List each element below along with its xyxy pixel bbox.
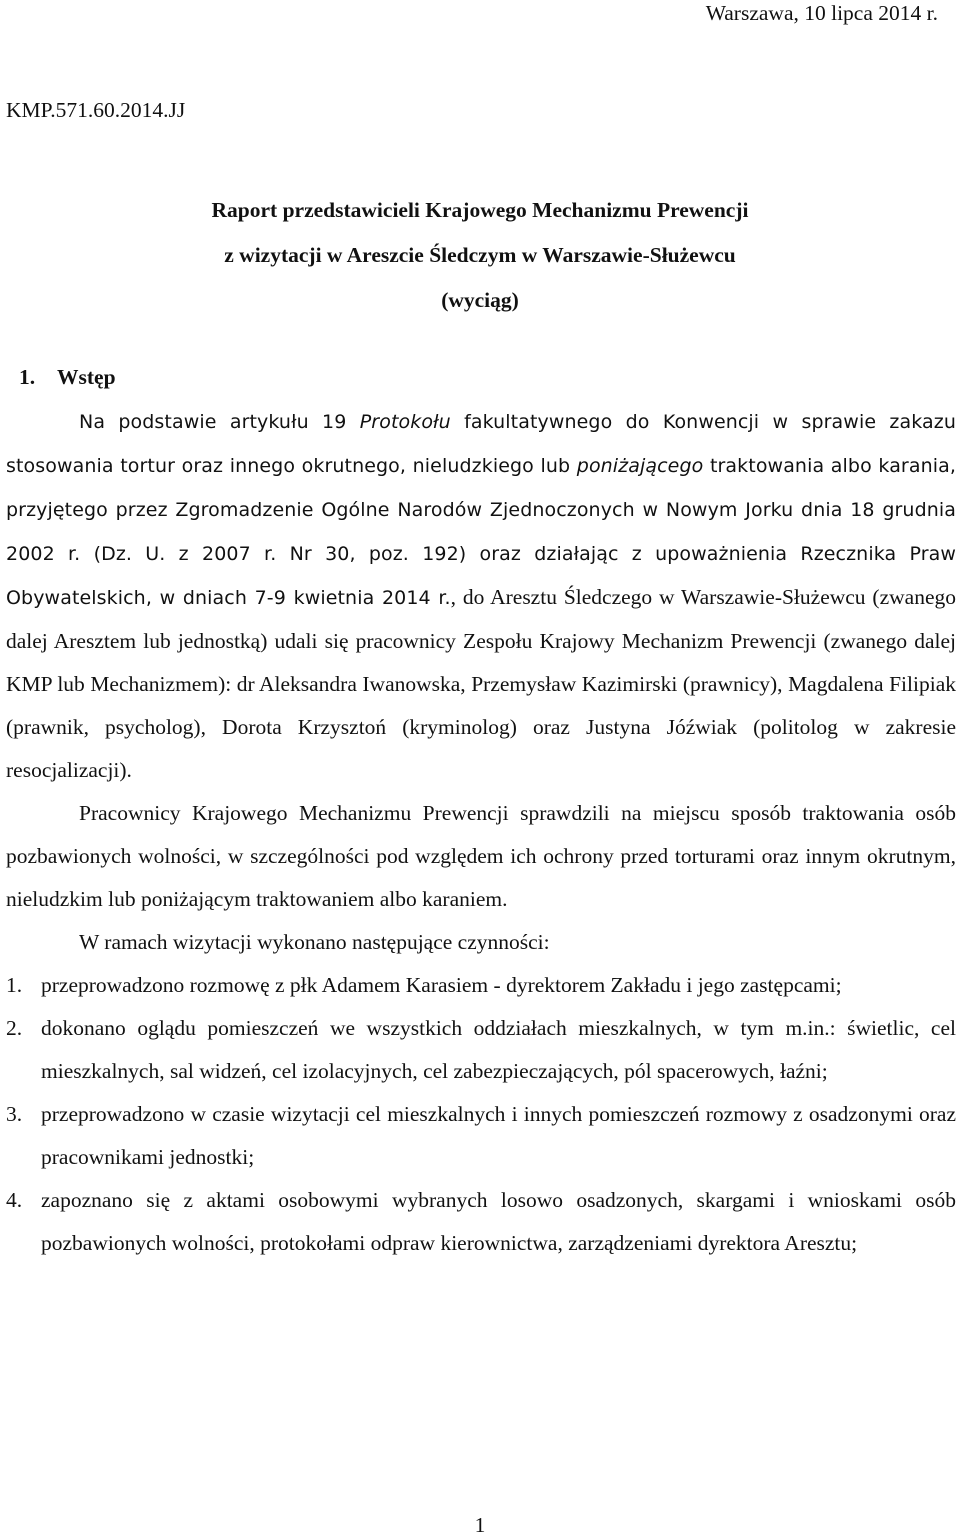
legal-basis-text-f: , do Aresztu Śledczego w Warszawie-Służewcu (zwanego dalej Aresztem lub jednostką) udali się pracownicy Zespołu Krajowy Mechanizm Prewencji (zwanego dalej KMP lub Mechanizmem): dr Aleksandra Iwanowska, Przemysław Kazimirski (prawnicy), Magdalena Filipiak (prawnik, psycholog), Dorota Krzysztoń (kryminolog) oraz Justyna Jóźwiak (politolog w zakresie resocjalizacji). (6, 585, 956, 782)
report-title-line-2: z wizytacji w Areszcie Śledczym w Warszawie-Służewcu (224, 243, 736, 267)
legal-basis-text-a: Na podstawie artykułu 19 (79, 411, 360, 433)
report-title-line-1: Raport przedstawicieli Krajowego Mechanizmu Prewencji (211, 198, 749, 222)
list-item (6, 1179, 956, 1265)
list-item-number: 1. (6, 973, 23, 997)
report-title-line-3: (wyciąg) (441, 288, 519, 312)
list-item-text: dokonano oglądu pomieszczeń we wszystkich oddziałach mieszkalnych, w tym m.in.: świetlic, cel mieszkalnych, sal widzeń, cel izolacyjnych, cel zabezpieczających, pól spacerowych, łaźni; (41, 1016, 956, 1083)
section-number: 1. (19, 365, 36, 389)
list-item (6, 1007, 956, 1093)
document-date: Warszawa, 10 lipca 2014 r. (705, 1, 938, 25)
reference-number: KMP.571.60.2014.JJ (6, 98, 186, 122)
legal-basis-text-c: fakultatywnego do Konwencji w sprawie zakazu stosowania tortur oraz innego okrutnego, nieludzkiego lub (6, 411, 956, 477)
legal-basis-italic-protocol: Protokołu (359, 411, 451, 433)
document-body (6, 400, 956, 1265)
list-item (6, 964, 956, 1007)
activities-list (6, 964, 956, 1265)
report-title (0, 188, 960, 323)
section-heading (19, 362, 116, 392)
paragraph-inspection-scope: Pracownicy Krajowego Mechanizmu Prewencji sprawdzili na miejscu sposób traktowania osób pozbawionych wolności, w szczególności pod względem ich ochrony przed torturami oraz innym okrutnym, nieludzkim lub poniżającym traktowaniem albo karaniem. (6, 801, 956, 911)
legal-basis-italic-degrading: poniżającego (576, 455, 704, 477)
legal-basis-text-e: traktowania albo karania, przyjętego przez Zgromadzenie Ogólne Narodów Zjednoczonych w Nowym Jorku dnia 18 grudnia 2002 r. (Dz. U. z 2007 r. Nr 30, poz. 192) oraz działając z upoważnienia Rzecznika Praw Obywatelskich, w dniach 7-9 kwietnia 2014 r. (6, 455, 956, 609)
list-item-text: przeprowadzono rozmowę z płk Adamem Karasiem - dyrektorem Zakładu i jego zastępcami; (41, 973, 842, 997)
page-number: 1 (474, 1513, 486, 1537)
list-item-number: 3. (6, 1102, 23, 1126)
section-title: Wstęp (57, 365, 116, 389)
paragraph-activities-intro: W ramach wizytacji wykonano następujące czynności: (79, 930, 550, 954)
list-item-text: przeprowadzono w czasie wizytacji cel mieszkalnych i innych pomieszczeń rozmowy z osadzonymi oraz pracownikami jednostki; (41, 1102, 956, 1169)
paragraph-legal-basis (6, 400, 956, 792)
list-item-text: zapoznano się z aktami osobowymi wybranych losowo osadzonych, skargami i wnioskami osób pozbawionych wolności, protokołami odpraw kierownictwa, zarządzeniami dyrektora Aresztu; (41, 1188, 956, 1255)
list-item-number: 2. (6, 1016, 23, 1040)
list-item-number: 4. (6, 1188, 23, 1212)
list-item (6, 1093, 956, 1179)
